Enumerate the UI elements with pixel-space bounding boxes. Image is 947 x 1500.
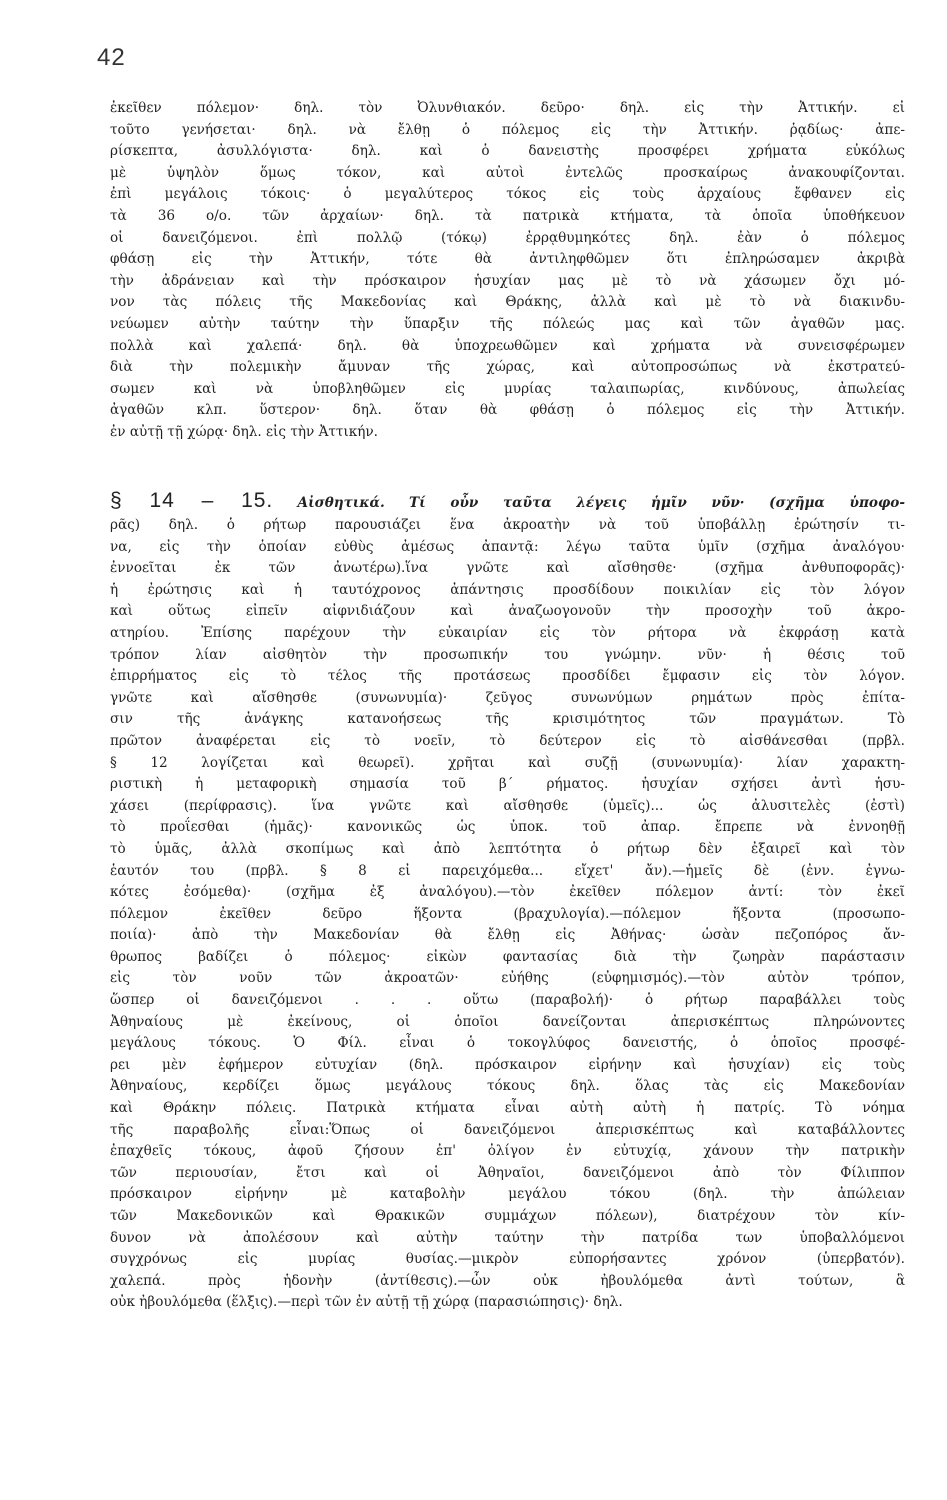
text-line: νον τὰς πόλεις τῆς Μακεδονίας καὶ Θράκης, ἀλλὰ καὶ μὲ τὸ νὰ διακινδυ- [110,294,905,311]
text-line: σιν τῆς ἀνάγκης κατανοήσεως τῆς κρισιμότητος τῶν πραγμάτων. Τὸ [110,711,905,728]
text-line: οὐκ ἠβουλόμεθα (ἕλξις).—περὶ τῶν ἐν αὐτῇ τῇ χώρᾳ (παρασιώπησις)· δηλ. [110,1294,623,1311]
text-line: φθάσῃ εἰς τὴν Ἀττικήν, τότε θὰ ἀντιληφθῶμεν ὅτι ἐπληρώσαμεν ἀκριβὰ [110,251,905,268]
text-line: ἑαυτόν του (πρβλ. § 8 εἰ παρειχόμεθα... εἴχετ' ἄν).—ἡμεῖς δὲ (ἐνν. ἐγνω- [110,862,905,879]
section-block [110,489,905,1314]
text-line: πολλὰ καὶ χαλεπά· δηλ. θὰ ὑποχρεωθῶμεν καὶ χρήματα νὰ συνεισφέρωμεν [110,337,905,354]
text-line: νεύωμεν αὐτὴν ταύτην τὴν ὕπαρξιν τῆς πόλεώς μας καὶ τῶν ἀγαθῶν μας. [110,315,905,332]
text-line: ριστικὴ ἡ μεταφορικὴ σημασία τοῦ β΄ ρήματος. ἡσυχίαν σχήσει ἀντὶ ἡσυ- [110,776,905,793]
text-line: καὶ Θράκην πόλεις. Πατρικὰ κτήματα εἶναι αὐτὴ αὐτὴ ἡ πατρίς. Τὸ νόημα [110,1100,905,1117]
text-line: τῶν περιουσίαν, ἔτσι καὶ οἱ Ἀθηναῖοι, δανειζόμενοι ἀπὸ τὸν Φίλιππον [110,1164,905,1181]
text-line: χαλεπά. πρὸς ἡδονὴν (ἀντίθεσις).—ὧν οὐκ ἠβουλόμεθα ἀντὶ τούτων, ἃ [110,1272,905,1289]
text-line: τρόπον λίαν αἰσθητὸν τὴν προσωπικήν του γνώμην. νῦν· ἡ θέσις τοῦ [110,646,905,663]
text-line: ρίσκεπτα, ἀσυλλόγιστα· δηλ. καὶ ὁ δανειστὴς προσφέρει χρήματα εὐκόλως [110,143,905,160]
text-line: εἰς τὸν νοῦν τῶν ἀκροατῶν· εὐήθης (εὐφημισμός).—τὸν αὐτὸν τρόπον, [110,970,905,987]
commentary-block [110,98,905,444]
text-line: μὲ ὑψηλὸν ὅμως τόκον, καὶ αὐτοὶ ἐντελῶς προσκαίρως ἀνακουφίζονται. [110,164,905,181]
text-line: οἱ δανειζόμενοι. ἐπὶ πολλῷ (τόκῳ) ἐρρᾳθυμηκότες δηλ. ἐὰν ὁ πόλεμος [110,229,905,246]
text-line: τὰ 36 ο/ο. τῶν ἀρχαίων· δηλ. τὰ πατρικὰ κτήματα, τὰ ὁποῖα ὑποθήκευον [110,207,905,224]
text-line: πρῶτον ἀναφέρεται εἰς τὸ νοεῖν, τὸ δεύτερον εἰς τὸ αἰσθάνεσθαι (πρβλ. [110,732,905,749]
text-line: ατηρίου. Ἐπίσης παρέχουν τὴν εὐκαιρίαν εἰς τὸν ρήτορα νὰ ἐκφράσῃ κατὰ [110,624,905,641]
section-title: Αἰσθητικά. [297,495,385,511]
text-line: ἐπιρρήματος εἰς τὸ τέλος τῆς προτάσεως προσδίδει ἔμφασιν εἰς τὸν λόγον. [110,668,905,685]
text-line: ἐν αὐτῇ τῇ χώρᾳ· δηλ. εἰς τὴν Ἀττικήν. [110,423,378,440]
text-line: θρωπος βαδίζει ὁ πόλεμος· εἰκὼν φαντασίας διὰ τὴν ζωηρὰν παράστασιν [110,948,905,965]
text-line: ὥσπερ οἱ δανειζόμενοι . . . οὕτω (παραβολή)· ὁ ρήτωρ παραβάλλει τοὺς [110,992,905,1009]
section-heading-text: Τί οὖν ταῦτα λέγεις ἡμῖν νῦν· (σχῆμα ὑποφο- [409,495,905,511]
text-line: σωμεν καὶ νὰ ὑποβληθῶμεν εἰς μυρίας ταλαιπωρίας, κινδύνους, ἀπωλείας [110,380,905,397]
text-line: ἐκεῖθεν πόλεμον· δηλ. τὸν Ὀλυνθιακόν. δεῦρο· δηλ. εἰς τὴν Ἀττικήν. εἰ [110,100,905,116]
text-line: Ἀθηναίους μὲ ἐκείνους, οἱ ὁποῖοι δανείζονται ἀπερισκέπτως πληρώνοντες [110,1013,905,1030]
text-line: ἐπαχθεῖς τόκους, ἀφοῦ ζήσουν ἐπ' ὀλίγον ἐν εὐτυχίᾳ, χάνουν τὴν πατρικὴν [110,1143,905,1160]
text-line: Ἀθηναίους, κερδίζει ὅμως μεγάλους τόκους δηλ. ὅλας τὰς εἰς Μακεδονίαν [110,1078,905,1095]
text-line: κότες ἐσόμεθα)· (σχῆμα ἐξ ἀναλόγου).—τὸν ἐκεῖθεν πόλεμον ἀντί: τὸν ἐκεῖ [110,884,905,901]
text-line: καὶ οὕτως εἰπεῖν αἰφνιδιάζουν καὶ ἀναζωογονοῦν τὴν προσοχὴν τοῦ ἀκρο- [110,603,905,620]
text-line: γνῶτε καὶ αἴσθησθε (συνωνυμία)· ζεῦγος συνωνύμων ρημάτων πρὸς ἐπίτα- [110,689,905,706]
text-line: τὸ προΐεσθαι (ἡμᾶς)· κανονικῶς ὡς ὑποκ. τοῦ ἀπαρ. ἔπρεπε νὰ ἐννοηθῇ [110,819,905,836]
text-line: ἡ ἐρώτησις καὶ ἡ ταυτόχρονος ἀπάντησις προσδίδουν ποικιλίαν εἰς τὸν λόγον [110,581,905,598]
text-line: τῆς παραβολῆς εἶναι:Ὅπως οἱ δανειζόμενοι ἀπερισκέπτως καὶ καταβάλλοντες [110,1121,905,1138]
text-line: διὰ τὴν πολεμικὴν ἄμυναν τῆς χώρας, καὶ αὐτοπροσώπως νὰ ἐκστρατεύ- [110,359,905,376]
text-line: πρόσκαιρον εἰρήνην μὲ καταβολὴν μεγάλου τόκου (δηλ. τὴν ἀπώλειαν [110,1186,905,1203]
text-line: τῶν Μακεδονικῶν καὶ Θρακικῶν συμμάχων πόλεων), διατρέχουν τὸν κίν- [110,1208,905,1224]
page-number: 42 [97,44,126,71]
text-line: χάσει (περίφρασις). ἵνα γνῶτε καὶ αἴσθησθε (ὑμεῖς)... ὡς ἀλυσιτελὲς (ἐστὶ) [110,797,905,814]
text-line: μεγάλους τόκους. Ὁ Φίλ. εἶναι ὁ τοκογλύφος δανειστής, ὁ ὁποῖος προσφέ- [110,1035,905,1052]
text-line: ἐννοεῖται ἐκ τῶν ἀνωτέρω).ἵνα γνῶτε καὶ αἴσθησθε· (σχῆμα ἀνθυποφορᾶς)· [110,560,905,577]
text-line: τὸ ὑμᾶς, ἀλλὰ σκοπίμως καὶ ἀπὸ λεπτότητα ὁ ρήτωρ δὲν ἐξαιρεῖ καὶ τὸν [110,840,905,857]
section-heading [110,489,905,515]
text-line: ποιία)· ἀπὸ τὴν Μακεδονίαν θὰ ἔλθῃ εἰς Ἀθήνας· ὡσὰν πεζοπόρος ἄν- [110,927,905,944]
text-line: ρᾶς) δηλ. ὁ ρήτωρ παρουσιάζει ἕνα ἀκροατὴν νὰ τοῦ ὑποβάλλῃ ἐρώτησίν τι- [110,517,905,533]
text-line: πόλεμον ἐκεῖθεν δεῦρο ἥξοντα (βραχυλογία).—πόλεμον ἥξοντα (προσωπο- [110,905,905,922]
text-line: ἀγαθῶν κλπ. ὕστερον· δηλ. ὅταν θὰ φθάσῃ ὁ πόλεμος εἰς τὴν Ἀττικήν. [110,402,905,419]
text-line: § 12 λογίζεται καὶ θεωρεῖ). χρῆται καὶ συζῇ (συνωνυμία)· λίαν χαρακτη- [110,754,905,771]
text-line: τὴν ἀδράνειαν καὶ τὴν πρόσκαιρον ἡσυχίαν μας μὲ τὸ νὰ χάσωμεν ὄχι μό- [110,272,905,289]
text-line: ἐπὶ μεγάλοις τόκοις· ὁ μεγαλύτερος τόκος εἰς τοὺς ἀρχαίους ἔφθανεν εἰς [110,186,905,203]
text-line: ρει μὲν ἐφήμερον εὐτυχίαν (δηλ. πρόσκαιρον εἰρήνην καὶ ἡσυχίαν) εἰς τοὺς [110,1056,905,1073]
text-line: να, εἰς τὴν ὁποίαν εὐθὺς ἀμέσως ἀπαντᾷ: λέγω ταῦτα ὑμῖν (σχῆμα ἀναλόγου· [110,538,905,555]
text-line: συγχρόνως εἰς μυρίας θυσίας.—μικρὸν εὐπορήσαντες χρόνον (ὑπερβατόν). [110,1251,905,1268]
section-number: § 14 – 15. [110,489,274,512]
text-line: τοῦτο γενήσεται· δηλ. νὰ ἔλθῃ ὁ πόλεμος εἰς τὴν Ἀττικήν. ῥᾳδίως· ἀπε- [110,121,905,138]
text-line: δυνον νὰ ἀπολέσουν καὶ αὐτὴν ταύτην τὴν πατρίδα των ὑποβαλλόμενοι [110,1229,905,1246]
